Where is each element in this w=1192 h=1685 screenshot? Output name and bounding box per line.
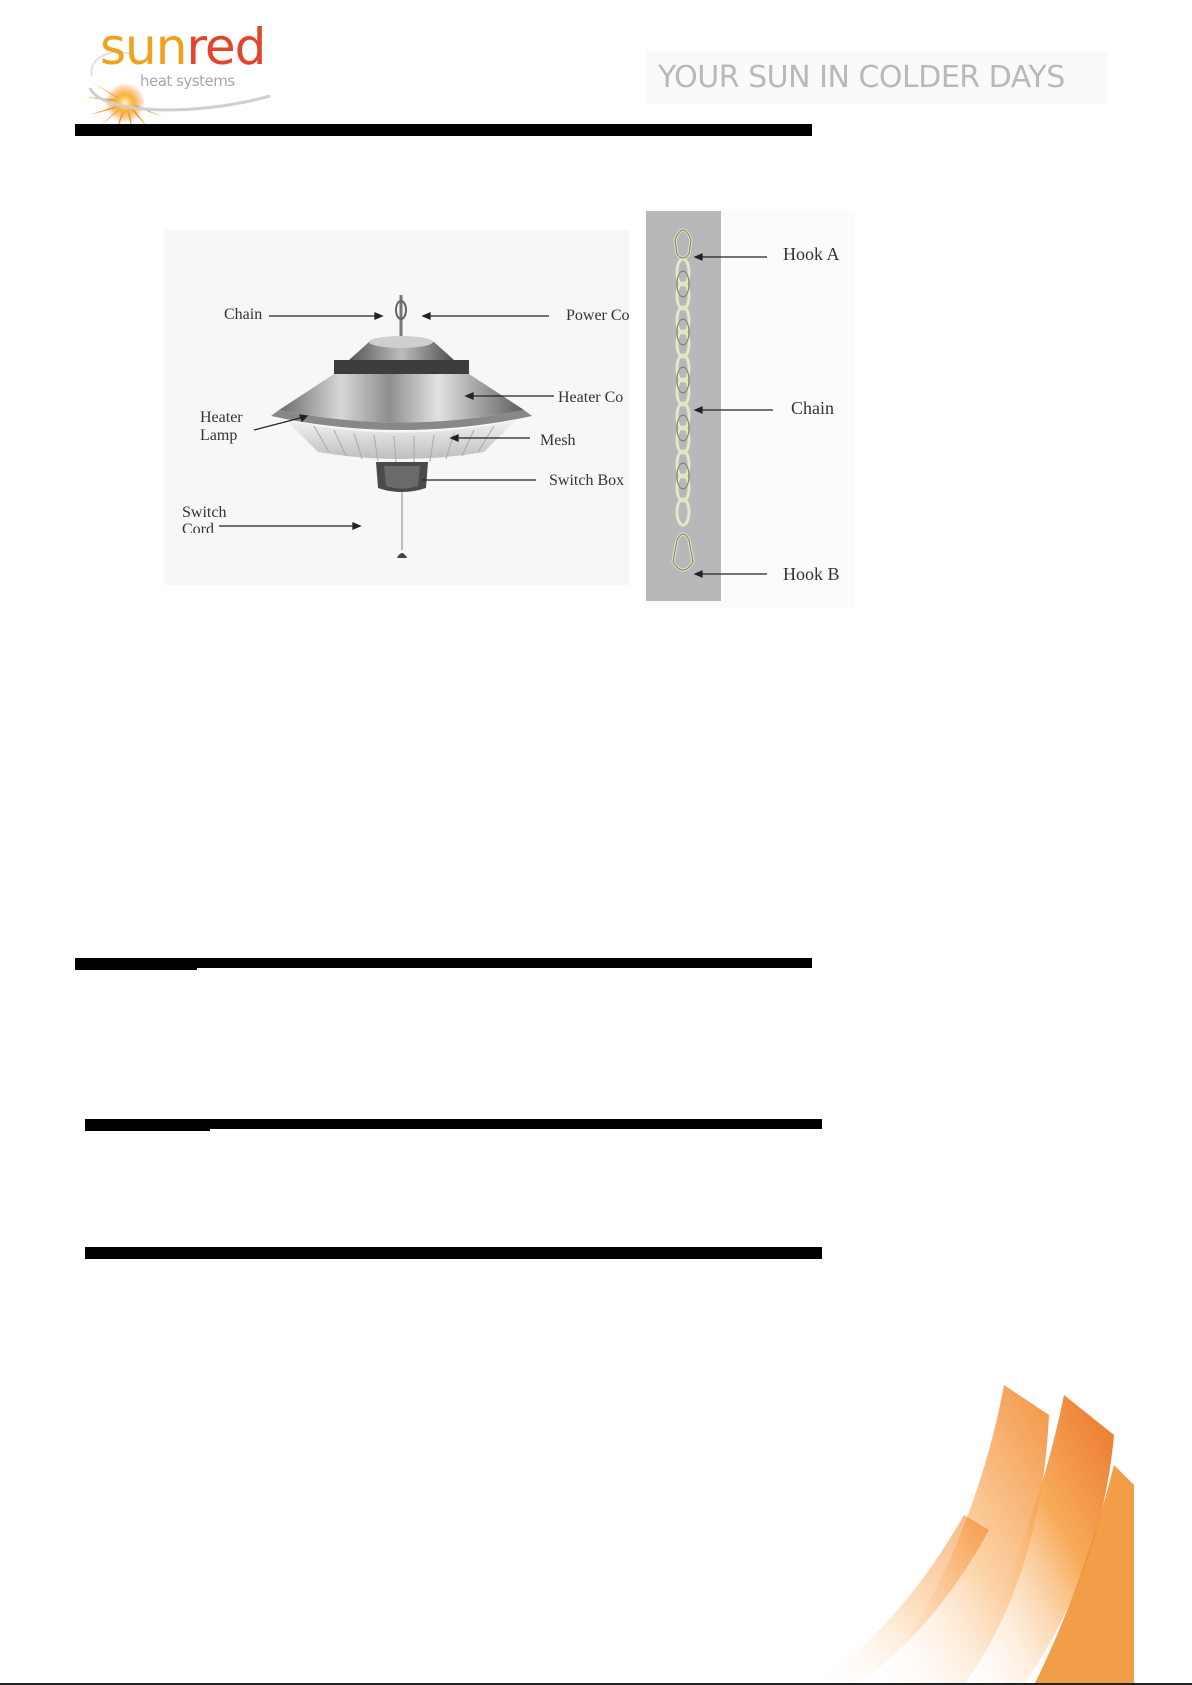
logo-wordmark — [100, 18, 265, 76]
logo-word-sun: sun — [100, 18, 187, 76]
label-power-cord: Power Co — [566, 307, 630, 324]
section-rule-2-thick — [75, 958, 197, 970]
logo-subtitle: heat systems — [140, 72, 235, 90]
label-switch-cord-2: Cord — [182, 521, 214, 533]
section-rule-3-thick — [85, 1119, 210, 1131]
decorative-swoosh — [814, 1355, 1134, 1685]
label-chain-photo: Chain — [791, 398, 834, 418]
label-switch-box: Switch Box — [549, 472, 625, 489]
label-heater-cover: Heater Co — [558, 389, 624, 406]
section-rule-4 — [85, 1247, 822, 1259]
label-heater-lamp-1: Heater — [200, 409, 243, 426]
label-hook-a: Hook A — [783, 244, 840, 264]
label-heater-lamp-2: Lamp — [200, 427, 238, 444]
tagline: YOUR SUN IN COLDER DAYS — [658, 60, 1065, 95]
label-chain: Chain — [224, 306, 263, 323]
label-hook-b: Hook B — [783, 564, 840, 584]
heater-illustration — [164, 230, 629, 585]
section-rule-top — [75, 124, 812, 136]
label-switch-cord-1: Switch — [182, 504, 227, 521]
label-mesh: Mesh — [540, 432, 576, 449]
logo-word-red: red — [186, 18, 266, 76]
